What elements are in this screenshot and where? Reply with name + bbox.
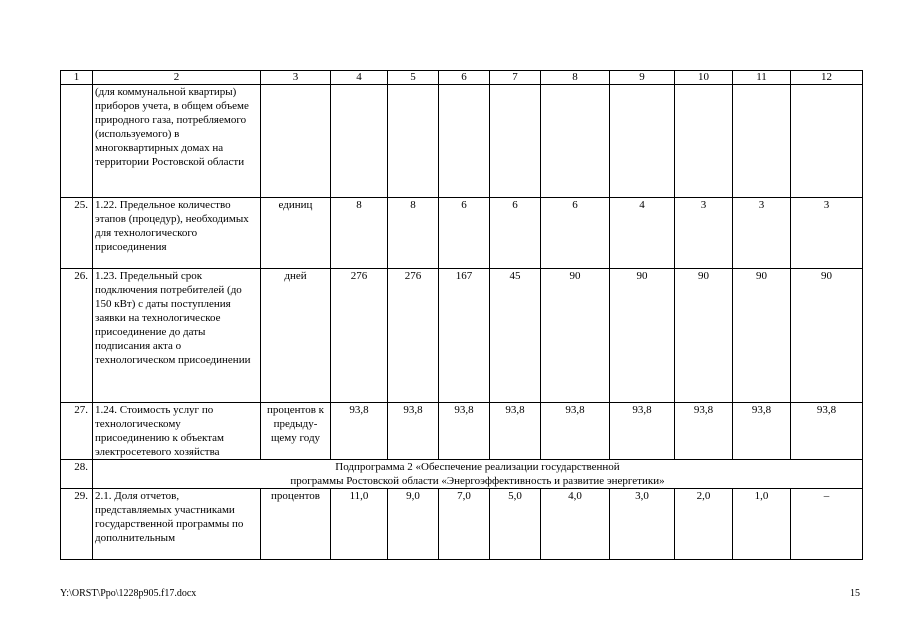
unit-of-measure: процентов к предыду-щему году [261, 403, 331, 460]
subprogram-title-line-2: программы Ростовской области «Энергоэффективность и развитие энергетики» [290, 475, 665, 487]
value-cell [439, 85, 490, 198]
value-cell [791, 85, 863, 198]
col-header-10: 10 [675, 71, 733, 85]
value-cell [388, 85, 439, 198]
row-number: 26. [61, 269, 93, 403]
column-number-row [61, 71, 863, 85]
unit-of-measure: единиц [261, 198, 331, 269]
indicator-description: 2.1. Доля отчетов, представляемых участниками государственной программы по дополнительным [93, 489, 261, 560]
file-path: Y:\ORST\Ppo\1228p905.f17.docx [60, 588, 197, 599]
col-header-2: 2 [93, 71, 261, 85]
unit-of-measure: дней [261, 269, 331, 403]
value-cell: 93,8 [791, 403, 863, 460]
table-row [61, 85, 863, 198]
table-row [61, 489, 863, 560]
col-header-9: 9 [610, 71, 675, 85]
value-cell: 45 [490, 269, 541, 403]
value-cell: 6 [490, 198, 541, 269]
value-cell: 6 [541, 198, 610, 269]
subprogram-title-line-1: Подпрограмма 2 «Обеспечение реализации государственной [335, 461, 620, 473]
value-cell: 167 [439, 269, 490, 403]
value-cell: 3 [791, 198, 863, 269]
row-number: 28. [61, 460, 93, 489]
col-header-4: 4 [331, 71, 388, 85]
unit-of-measure: процентов [261, 489, 331, 560]
value-cell: 8 [388, 198, 439, 269]
value-cell: – [791, 489, 863, 560]
subprogram-title [93, 460, 863, 489]
table-row [61, 269, 863, 403]
row-number: 27. [61, 403, 93, 460]
value-cell: 276 [388, 269, 439, 403]
col-header-7: 7 [490, 71, 541, 85]
col-header-3: 3 [261, 71, 331, 85]
col-header-8: 8 [541, 71, 610, 85]
value-cell: 1,0 [733, 489, 791, 560]
value-cell: 9,0 [388, 489, 439, 560]
value-cell [541, 85, 610, 198]
value-cell: 93,8 [388, 403, 439, 460]
indicator-description: 1.23. Предельный срок подключения потребителей (до 150 кВт) с даты поступления заявки на технологическое присоединение до даты подписания акта о технологическом присоединении [93, 269, 261, 403]
col-header-11: 11 [733, 71, 791, 85]
col-header-6: 6 [439, 71, 490, 85]
table-row [61, 198, 863, 269]
value-cell: 90 [733, 269, 791, 403]
value-cell: 93,8 [610, 403, 675, 460]
row-number: 29. [61, 489, 93, 560]
value-cell: 4,0 [541, 489, 610, 560]
subprogram-row [61, 460, 863, 489]
value-cell: 3 [733, 198, 791, 269]
unit-of-measure [261, 85, 331, 198]
value-cell: 4 [610, 198, 675, 269]
col-header-5: 5 [388, 71, 439, 85]
value-cell [675, 85, 733, 198]
row-number [61, 85, 93, 198]
col-header-12: 12 [791, 71, 863, 85]
value-cell [733, 85, 791, 198]
table-row [61, 403, 863, 460]
value-cell: 90 [610, 269, 675, 403]
value-cell: 11,0 [331, 489, 388, 560]
value-cell: 3,0 [610, 489, 675, 560]
value-cell: 93,8 [541, 403, 610, 460]
value-cell [490, 85, 541, 198]
value-cell: 93,8 [490, 403, 541, 460]
row-number: 25. [61, 198, 93, 269]
col-header-1: 1 [61, 71, 93, 85]
value-cell: 90 [791, 269, 863, 403]
indicator-description: 1.22. Предельное количество этапов (процедур), необходимых для технологического присоединения [93, 198, 261, 269]
value-cell: 276 [331, 269, 388, 403]
page-number: 15 [850, 588, 860, 599]
value-cell: 6 [439, 198, 490, 269]
value-cell: 90 [541, 269, 610, 403]
value-cell: 8 [331, 198, 388, 269]
value-cell: 93,8 [331, 403, 388, 460]
value-cell: 3 [675, 198, 733, 269]
value-cell: 93,8 [675, 403, 733, 460]
value-cell: 93,8 [439, 403, 490, 460]
indicators-table [60, 70, 863, 560]
value-cell: 2,0 [675, 489, 733, 560]
value-cell: 5,0 [490, 489, 541, 560]
value-cell [610, 85, 675, 198]
value-cell: 7,0 [439, 489, 490, 560]
indicator-description: (для коммунальной квартиры) приборов учета, в общем объеме природного газа, потребляемого (используемого) в многоквартирных домах на территории Ростовской области [93, 85, 261, 198]
value-cell: 90 [675, 269, 733, 403]
indicator-description: 1.24. Стоимость услуг по технологическому присоединению к объектам электросетевого хозяйства [93, 403, 261, 460]
value-cell [331, 85, 388, 198]
value-cell: 93,8 [733, 403, 791, 460]
